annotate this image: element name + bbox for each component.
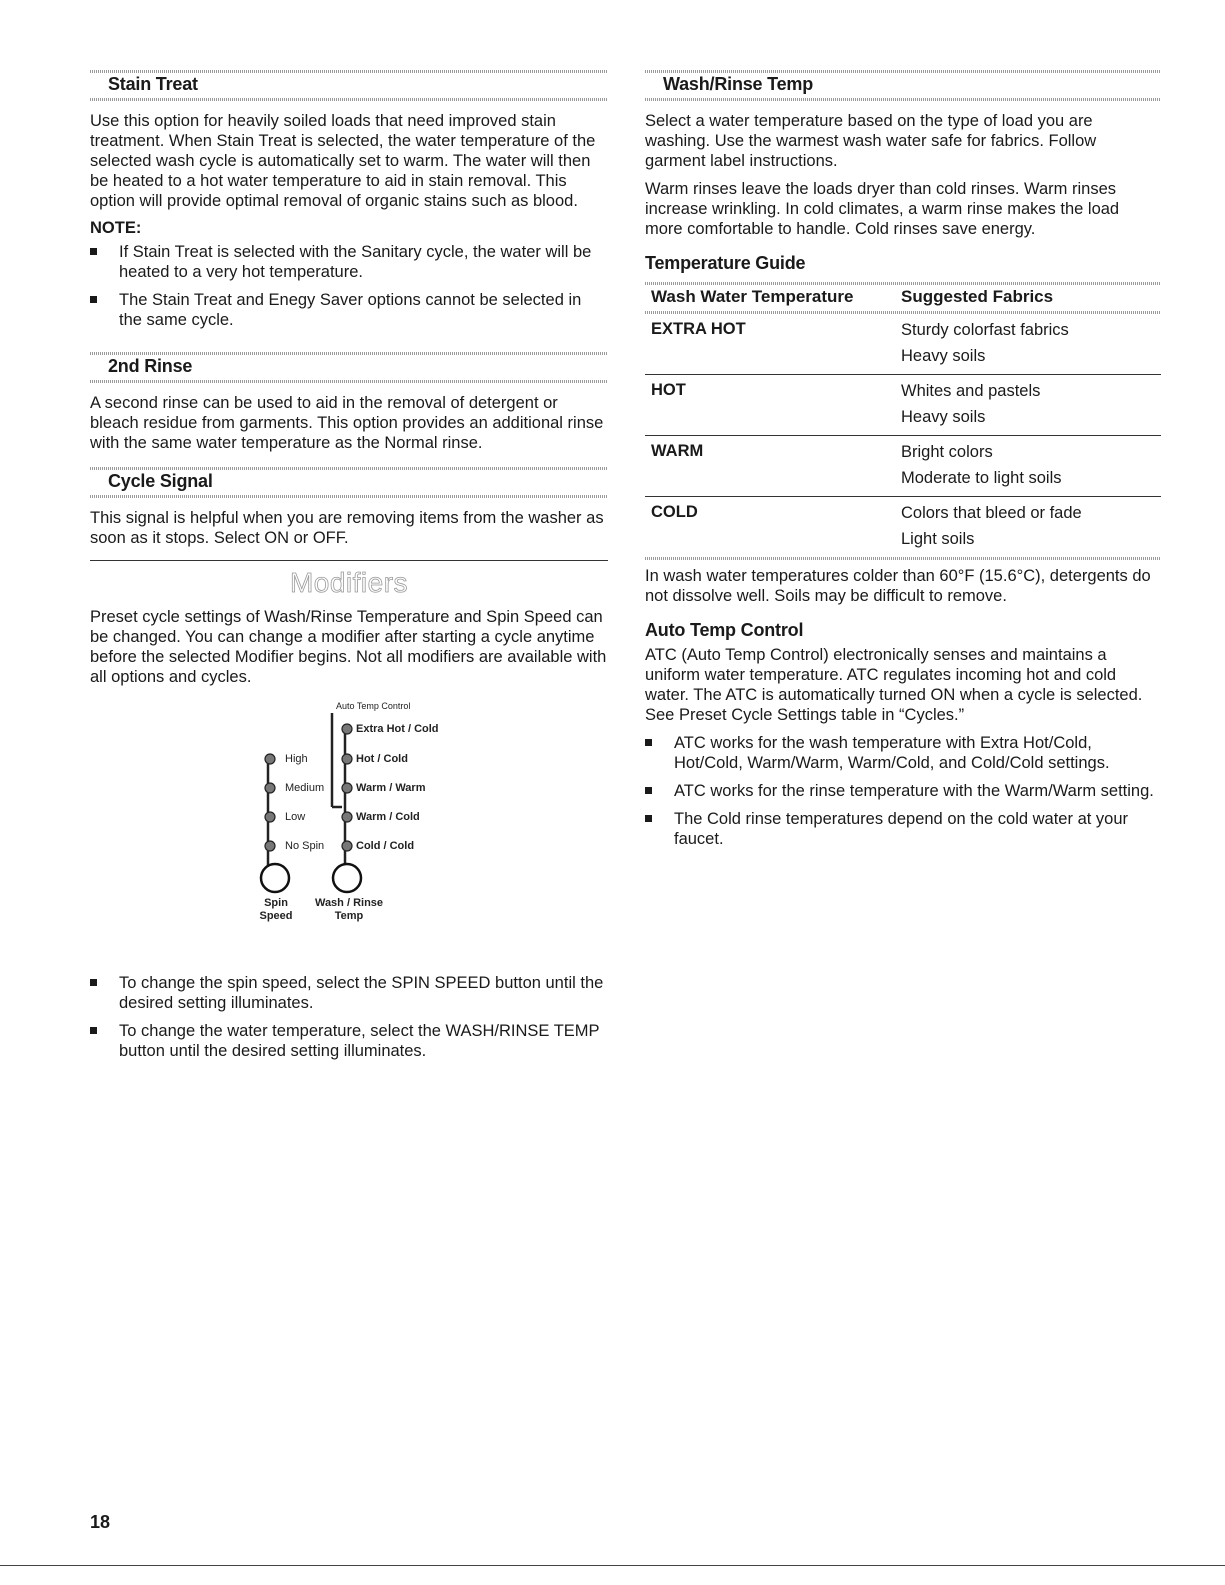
spin-option-label: High <box>285 753 308 765</box>
temperature-guide-heading: Temperature Guide <box>645 253 806 273</box>
second-rinse-body: A second rinse can be used to aid in the removal of detergent or bleach residue from garments. This option provides an additional rinse with the same water temperature as the Normal rinse. <box>90 394 604 452</box>
temperature-cell: COLD <box>651 503 698 521</box>
spin-led-medium <box>265 783 275 793</box>
fabrics-cell: Sturdy colorfast fabrics Heavy soils <box>901 321 1069 365</box>
temp-option-label: Cold / Cold <box>356 840 415 852</box>
temp-option-label: Extra Hot / Cold <box>356 723 439 735</box>
temperature-cell: EXTRA HOT <box>651 320 746 338</box>
note-label: NOTE: <box>90 219 142 237</box>
wash-rinse-temp-caption: Wash / Rinse Temp <box>314 897 384 922</box>
list-item: ATC works for the wash temperature with Extra Hot/Cold, Hot/Cold, Warm/Warm, Warm/Cold, and Cold/Cold settings. <box>645 733 1161 773</box>
wash-rinse-temp-heading: Wash/Rinse Temp <box>645 70 1161 101</box>
wash-rinse-temp-para2: Warm rinses leave the loads dryer than cold rinses. Warm rinses increase wrinkling. In cold climates, a warm rinse makes the load more comfortable to handle. Cold rinses save energy. <box>645 180 1120 238</box>
list-item: ATC works for the rinse temperature with the Warm/Warm setting. <box>645 781 1161 801</box>
page-bottom-rule <box>0 1565 1225 1566</box>
list-item: The Cold rinse temperatures depend on the cold water at your faucet. <box>645 809 1161 849</box>
modifiers-control-diagram <box>90 695 608 955</box>
temp-option-label: Hot / Cold <box>356 753 408 765</box>
auto-temp-control-body: ATC (Auto Temp Control) electronically senses and maintains a uniform water temperature. ATC regulates incoming hot and cold water. The ATC is automatically turned ON when a cycle is selected. See Preset Cycle Settings table in “Cycles.” <box>645 646 1143 724</box>
temp-led-warm-cold <box>342 812 352 822</box>
temp-option-label: Warm / Warm <box>356 782 426 794</box>
fabrics-cell: Bright colors Moderate to light soils <box>901 443 1062 487</box>
spin-option-label: Medium <box>285 782 325 794</box>
page-number: 18 <box>90 1512 111 1532</box>
stain-treat-body: Use this option for heavily soiled loads that need improved stain treatment. When Stain Treat is selected, the water temperature of the selected wash cycle is automatically set to warm. The water will then be heated to a hot water temperature to aid in stain removal. This option will provide optimal removal of organic stains such as blood. <box>90 112 596 210</box>
column-header: Wash Water Temperature <box>651 287 854 306</box>
table-row <box>645 375 1161 436</box>
temperature-guide-table <box>645 282 1161 560</box>
spin-option-label: Low <box>285 811 306 823</box>
modifiers-instructions <box>90 973 608 1061</box>
auto-temp-control-label: Auto Temp Control <box>336 701 411 711</box>
list-item: If Stain Treat is selected with the Sanitary cycle, the water will be heated to a very hot temperature. <box>90 242 608 282</box>
temperature-cell: WARM <box>651 442 704 460</box>
temp-option-label: Warm / Cold <box>356 811 420 823</box>
temperature-cell: HOT <box>651 381 686 399</box>
section-divider <box>90 560 608 561</box>
spin-speed-caption: Spin Speed <box>259 897 293 922</box>
temp-led-hot-cold <box>342 754 352 764</box>
table-bottom-rule <box>645 557 1161 560</box>
left-column <box>90 70 608 1071</box>
list-item: The Stain Treat and Enegy Saver options cannot be selected in the same cycle. <box>90 290 608 330</box>
fabrics-cell: Whites and pastels Heavy soils <box>901 382 1041 426</box>
spin-option-label: No Spin <box>285 840 325 852</box>
table-header <box>645 282 1161 314</box>
right-column <box>645 70 1161 859</box>
column-header: Suggested Fabrics <box>901 287 1054 306</box>
fabrics-cell: Colors that bleed or fade Light soils <box>901 504 1082 548</box>
spin-led-no-spin <box>265 841 275 851</box>
cycle-signal-heading: Cycle Signal <box>90 467 608 498</box>
auto-temp-control-heading: Auto Temp Control <box>645 620 804 640</box>
table-row <box>645 314 1161 375</box>
cycle-signal-body: This signal is helpful when you are removing items from the washer as soon as it stops. Select ON or OFF. <box>90 509 604 547</box>
stain-treat-heading: Stain Treat <box>90 70 608 101</box>
spin-led-low <box>265 812 275 822</box>
wash-rinse-temp-button[interactable] <box>333 864 361 892</box>
second-rinse-heading: 2nd Rinse <box>90 352 608 383</box>
list-item: To change the spin speed, select the SPIN SPEED button until the desired setting illuminates. <box>90 973 608 1013</box>
temp-led-warm-warm <box>342 783 352 793</box>
spin-speed-button[interactable] <box>261 864 289 892</box>
spin-led-high <box>265 754 275 764</box>
wash-rinse-temp-para1: Select a water temperature based on the type of load you are washing. Use the warmest wash water safe for fabrics. Follow garment label instructions. <box>645 112 1097 170</box>
list-item: To change the water temperature, select the WASH/RINSE TEMP button until the desired setting illuminates. <box>90 1021 608 1061</box>
table-row <box>645 497 1161 557</box>
temp-led-extra-hot-cold <box>342 724 352 734</box>
temperature-footnote: In wash water temperatures colder than 60°F (15.6°C), detergents do not dissolve well. Soils may be difficult to remove. <box>645 567 1151 605</box>
modifiers-heading: Modifiers <box>289 567 409 598</box>
stain-treat-notes <box>90 242 608 330</box>
modifiers-body: Preset cycle settings of Wash/Rinse Temperature and Spin Speed can be changed. You can change a modifier after starting a cycle anytime before the selected Modifier begins. Not all modifiers are available with all options and cycles. <box>90 608 607 686</box>
temp-led-cold-cold <box>342 841 352 851</box>
auto-temp-control-notes <box>645 733 1161 849</box>
table-row <box>645 436 1161 497</box>
